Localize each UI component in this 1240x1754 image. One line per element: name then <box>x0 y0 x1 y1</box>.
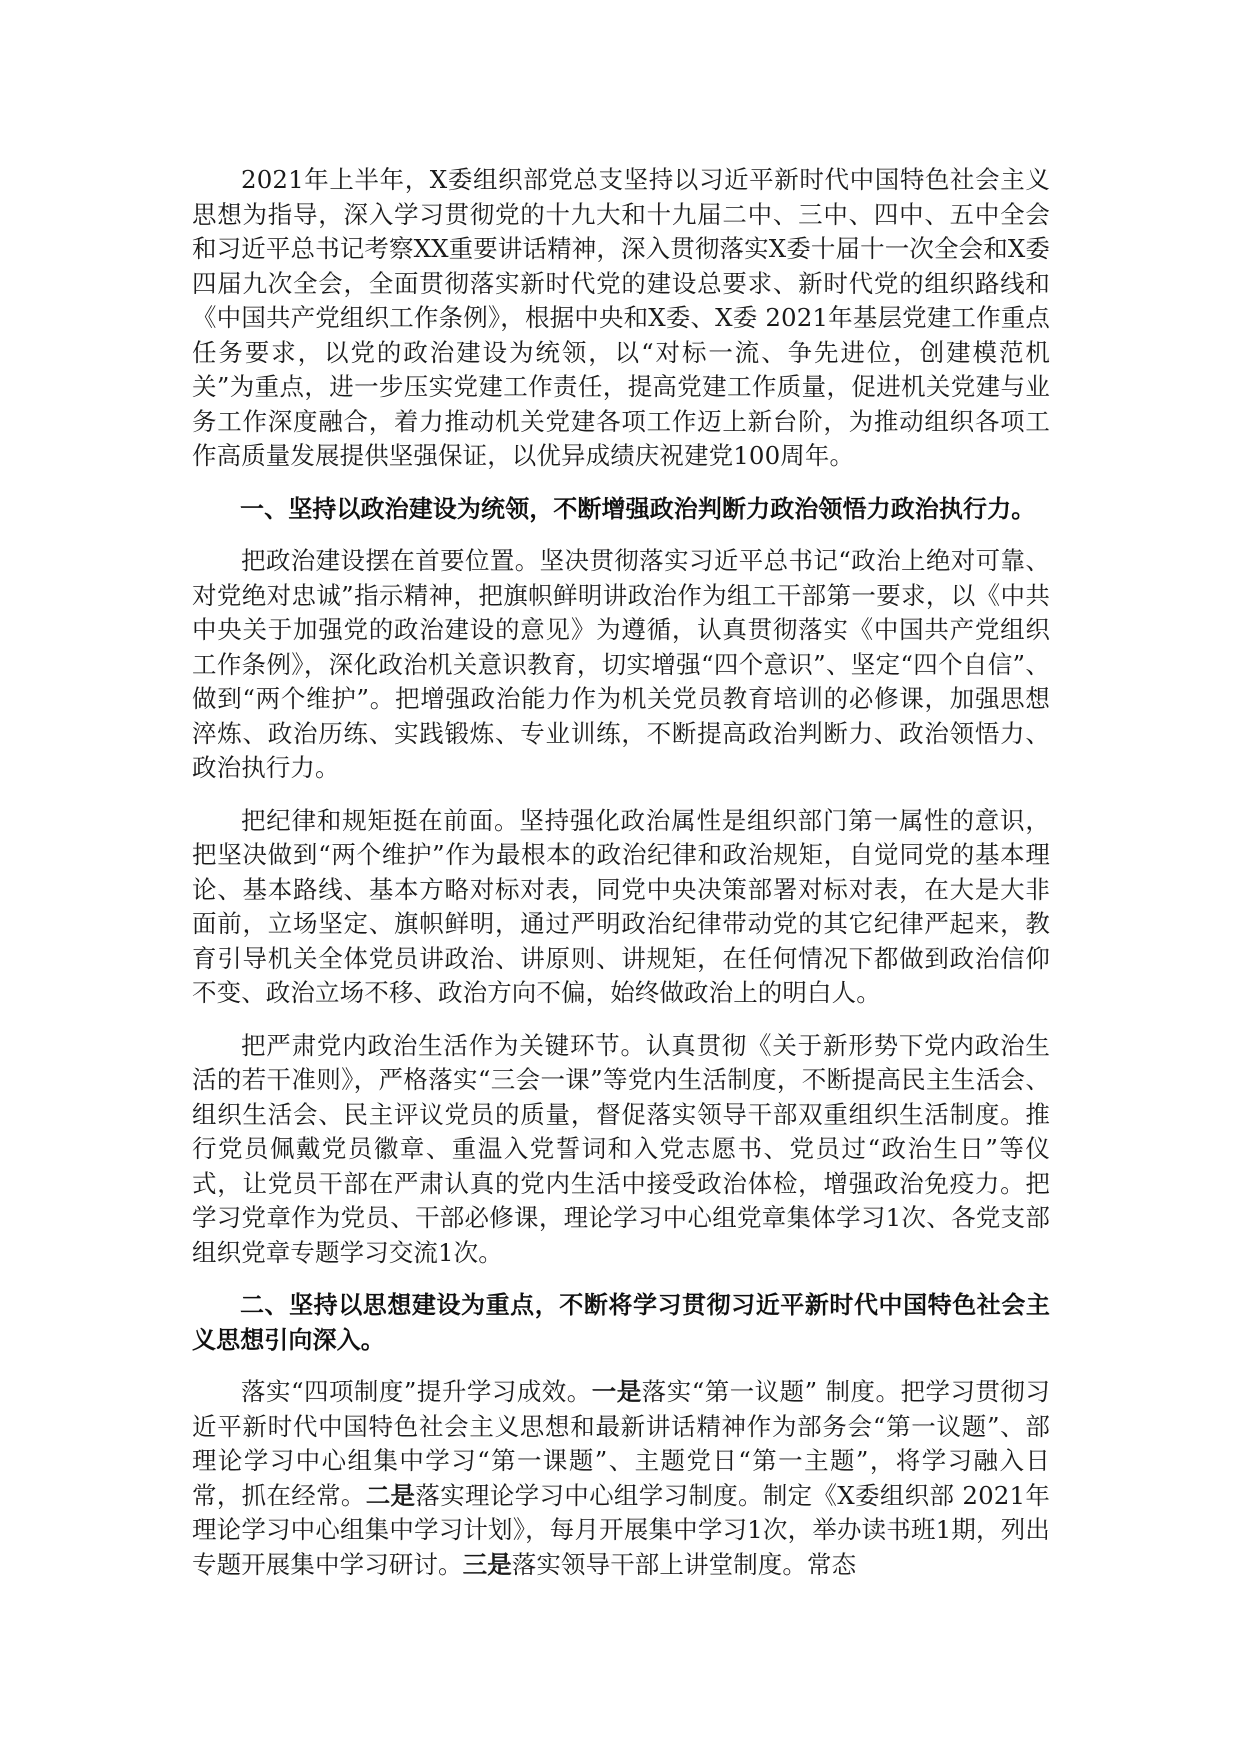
intro-paragraph: 2021年上半年，X委组织部党总支坚持以习近平新时代中国特色社会主义思想为指导，深入学习贯彻党的十九大和十九届二中、三中、四中、五中全会和习近平总书记考察XX重要讲话精神，深入贯彻落实X委十届十一次全会和X委四届九次全会，全面贯彻落实新时代党的建设总要求、新时代党的组织路线和《中国共产党组织工作条例》，根据中央和X委、X委 2021年基层党建工作重点任务要求，以党的政治建设为统领，以“对标一流、争先进位，创建模范机关”为重点，进一步压实党建工作责任，提高党建工作质量，促进机关党建与业务工作深度融合，着力推动机关党建各项工作迈上新台阶，为推动组织各项工作高质量发展提供坚强保证，以优异成绩庆祝建党100周年。 <box>192 165 1050 470</box>
segment-bold-label: 三是 <box>462 1549 512 1579</box>
section-1-paragraph-1: 把政治建设摆在首要位置。坚决贯彻落实习近平总书记“政治上绝对可靠、对党绝对忠诚”指示精神，把旗帜鲜明讲政治作为组工干部第一要求，以《中共中央关于加强党的政治建设的意见》为遵循，认真贯彻落实《中国共产党组织工作条例》，深化政治机关意识教育，切实增强“四个意识”、坚定“四个自信”、做到“两个维护”。把增强政治能力作为机关党员教育培训的必修课，加强思想淬炼、政治历练、实践锻炼、专业训练，不断提高政治判断力、政治领悟力、政治执行力。 <box>192 546 1050 782</box>
segment-text: 落实“第一议题” 制度。把学习贯彻习近平新时代中国特色社会主义思想和最新讲话精神作为部务会“第一议题”、部理论学习中心组集中学习“第一课题”、主题党日“第一主题”，将学习融入日常，抓在经常。 <box>192 1377 1050 1510</box>
section-heading-1: 一、坚持以政治建设为统领，不断增强政治判断力政治领悟力政治执行力。 <box>240 494 1036 523</box>
section-heading-2: 二、坚持以思想建设为重点，不断将学习贯彻习近平新时代中国特色社会主义思想引向深入。 <box>192 1291 1050 1354</box>
section-1-paragraph-3: 把严肃党内政治生活作为关键环节。认真贯彻《关于新形势下党内政治生活的若干准则》，严格落实“三会一课”等党内生活制度，不断提高民主生活会、组织生活会、民主评议党员的质量，督促落实领导干部双重组织生活制度。推行党员佩戴党员徽章、重温入党誓词和入党志愿书、党员过“政治生日”等仪式，让党员干部在严肃认真的党内生活中接受政治体检，增强政治免疫力。把学习党章作为党员、干部必修课，理论学习中心组党章集体学习1次、各党支部组织党章专题学习交流1次。 <box>192 1030 1050 1267</box>
document-body <box>192 163 1050 1582</box>
section-2-paragraph-1 <box>192 1375 1050 1582</box>
segment-text: 落实理论学习中心组学习制度。制定《X委组织部 2021年理论学习中心组集中学习计划》，每月开展集中学习1次，举办读书班1期，列出专题开展集中学习研讨。 <box>192 1480 1050 1579</box>
section-1-paragraph-2: 把纪律和规矩挺在前面。坚持强化政治属性是组织部门第一属性的意识，把坚决做到“两个维护”作为最根本的政治纪律和政治规矩，自觉同党的基本理论、基本路线、基本方略对标对表，同党中央决策部署对标对表，在大是大非面前，立场坚定、旗帜鲜明，通过严明政治纪律带动党的其它纪律严起来，教育引导机关全体党员讲政治、讲原则、讲规矩，在任何情况下都做到政治信仰不变、政治立场不移、政治方向不偏，始终做政治上的明白人。 <box>192 805 1050 1007</box>
segment-text: 落实领导干部上讲堂制度。常态 <box>511 1549 857 1579</box>
segment-bold-label: 二是 <box>365 1480 416 1510</box>
segment-bold-label: 一是 <box>591 1377 642 1406</box>
segment-text: 落实“四项制度”提升学习成效。 <box>241 1377 592 1406</box>
